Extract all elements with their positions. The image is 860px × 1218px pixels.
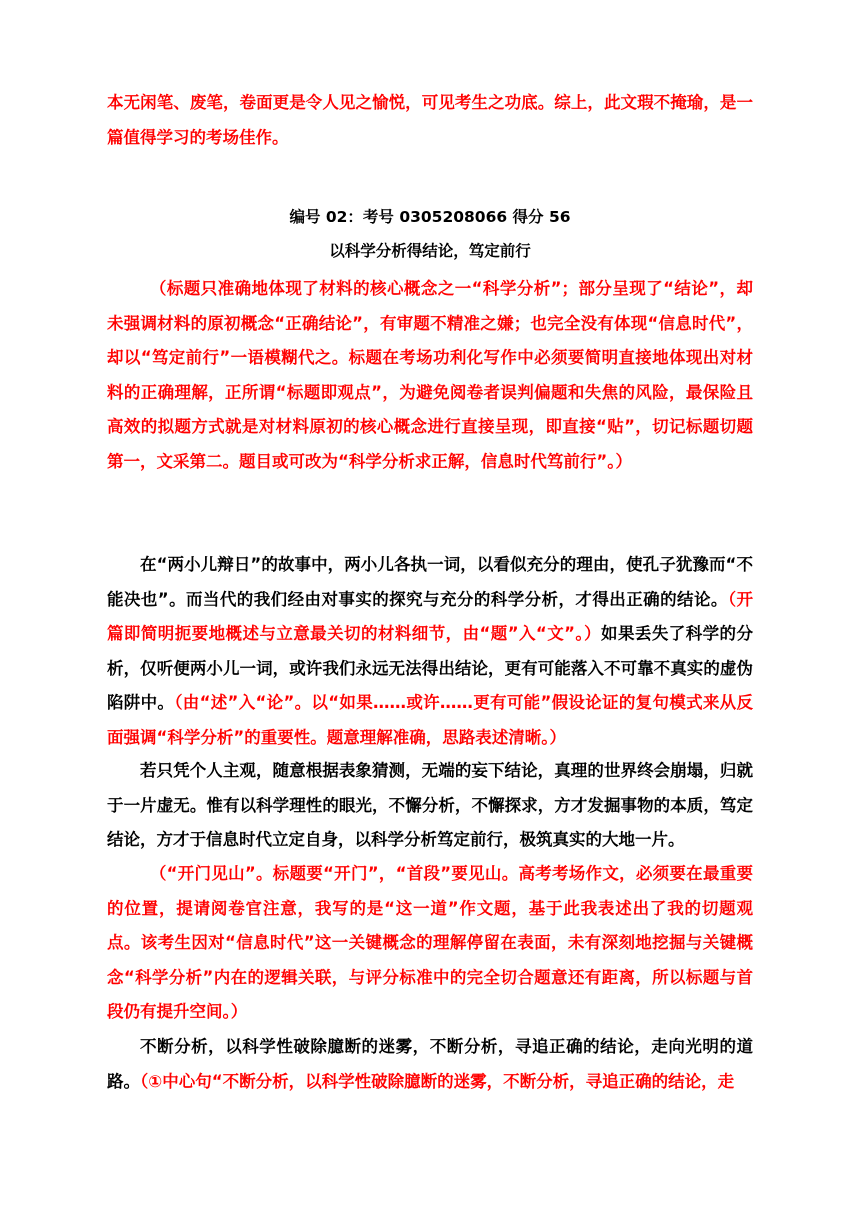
paragraph-1-text-b: 如果丢失了科学的分析，仅听便两小儿一词，或许我们永远无法得出结论，更有可能落入不可靠不真实的虚伪陷阱中。 — [107, 624, 753, 712]
paragraph-1-text-a: 在“两小儿辩日”的故事中，两小儿各执一词，以看似充分的理由，使孔子犹豫而“不能决也”。而当代的我们经由对事实的探究与充分的科学分析，才得出正确的结论。 — [107, 555, 753, 609]
paragraph-2: 若只凭个人主观，随意根据表象猜测，无端的妄下结论，真理的世界终会崩塌，归就于一片虚无。惟有以科学理性的眼光，不懈分析，不懈探求，方才发掘事物的本质，笃定结论，方才于信息时代立定自身，以科学分析笃定前行，极筑真实的大地一片。 — [107, 761, 753, 849]
paragraph-1-comment-b: （由“述”入“论”。以“如果……或许……更有可能”假设论证的复句模式来从反面强调“科学分析”的重要性。题意理解准确，思路表述清晰。） — [107, 693, 753, 747]
paragraph-3-comment: （“开门见山”。标题要“开门”，“首段”要见山。高考考场作文，必须要在最重要的位置，提请阅卷官注意，我写的是“这一道”作文题，基于此我表述出了我的切题观点。该考生因对“信息时代”这一关键概念的理解停留在表面，未有深刻地挖掘与关键概念“科学分析”内在的逻辑关联，与评分标准中的完全切合题意还有距离，所以标题与首段仍有提升空间。） — [107, 864, 753, 1021]
title-comment: （标题只准确地体现了材料的核心概念之一“科学分析”；部分呈现了“结论”，却未强调材料的原初概念“正确结论”，有审题不精准之嫌；也完全没有体现“信息时代”，却以“笃定前行”一语模糊代之。标题在考场功利化写作中必须要简明直接地体现出对材料的正确理解，正所谓“标题即观点”，为避免阅卷者误判偏题和失焦的风险，最保险且高效的拟题方式就是对材料原初的核心概念进行直接呈现，即直接“贴”，切记标题切题第一，文采第二。题目或可改为“科学分析求正解，信息时代笃前行”。） — [107, 279, 753, 471]
paragraph-4-comment: （①中心句“不断分析，以科学性破除臆断的迷雾，不断分析，寻追正确的结论，走 — [140, 1071, 735, 1091]
essay-meta: 编号 02：考号 0305208066 得分 56 — [289, 208, 571, 226]
paragraph-1 — [107, 548, 753, 755]
essay-title: 以科学分析得结论，笃定前行 — [329, 242, 531, 260]
paragraph-4-text: 不断分析，以科学性破除臆断的迷雾，不断分析，寻追正确的结论，走向光明的道路。 — [107, 1037, 753, 1091]
intro-comment: 本无闲笔、废笔，卷面更是令人见之愉悦，可见考生之功底。综上，此文瑕不掩瑜，是一篇值得学习的考场佳作。 — [107, 93, 753, 147]
paragraph-4 — [107, 1030, 753, 1099]
paragraph-1-comment-a: （开篇即简明扼要地概述与立意最关切的材料细节，由“题”入“文”。） — [107, 589, 753, 643]
